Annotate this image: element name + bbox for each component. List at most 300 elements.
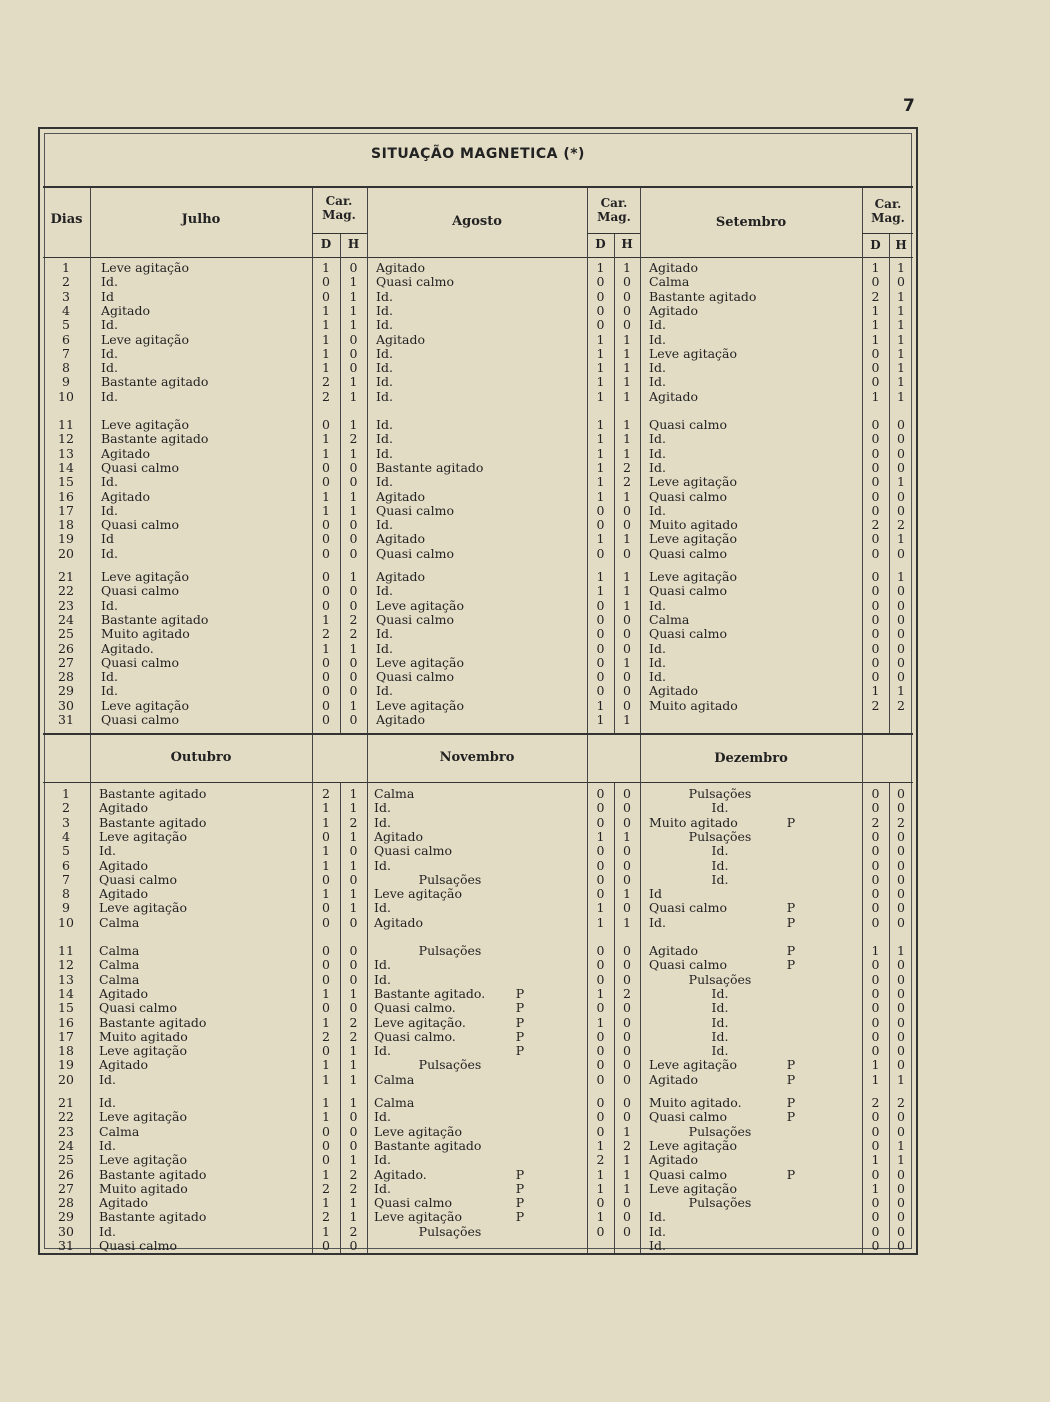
novembro-pulse: P [515, 1180, 525, 1196]
dezembro-d: 0 [871, 1028, 880, 1044]
julho-status: Id. [101, 345, 118, 361]
dezembro-status: Muito agitado. [649, 1095, 742, 1110]
novembro-d: 1 [596, 1180, 605, 1196]
novembro-h: 0 [623, 1223, 631, 1239]
dezembro-status: Pulsações [688, 786, 752, 801]
outubro-h: 1 [349, 800, 358, 816]
dezembro-d: 1 [871, 1152, 880, 1168]
novembro-pulse: P [515, 1166, 525, 1182]
novembro-status: Agitado. [374, 1166, 427, 1182]
agosto-status: Agitado [376, 260, 426, 275]
agosto-d: 1 [596, 583, 605, 599]
outubro-status: Id. [99, 1095, 116, 1110]
setembro-d: 0 [871, 640, 880, 656]
dezembro-status: Pulsações [688, 1123, 752, 1139]
col-divider [90, 735, 91, 1253]
julho-h: 0 [349, 654, 358, 670]
day-number: 23 [58, 1123, 74, 1139]
outubro-h: 1 [349, 886, 358, 902]
dezembro-h: 1 [897, 1137, 905, 1153]
julho-status: Id. [101, 597, 118, 613]
agosto-h: 0 [623, 502, 631, 518]
agosto-d: 0 [596, 626, 605, 642]
setembro-d: 0 [871, 345, 880, 361]
outubro-status: Calma [99, 957, 140, 973]
dezembro-h: 0 [897, 1195, 905, 1211]
setembro-h: 0 [897, 545, 905, 561]
setembro-h: 0 [897, 654, 905, 670]
dezembro-status: Id. [649, 914, 666, 930]
agosto-status: Agitado [376, 569, 426, 584]
setembro-status: Id. [649, 640, 666, 656]
header-car-mag: Car. Mag. [322, 194, 356, 222]
setembro-d: 0 [871, 488, 880, 504]
agosto-status: Quasi calmo [376, 274, 454, 290]
day-number: 17 [58, 1028, 74, 1044]
outubro-h: 2 [349, 1180, 358, 1196]
dezembro-d: 0 [871, 828, 880, 844]
agosto-status: Id. [376, 431, 393, 447]
setembro-h: 1 [897, 302, 905, 318]
novembro-h: 0 [623, 871, 631, 887]
day-number: 30 [58, 1223, 74, 1239]
day-number: 30 [58, 697, 74, 713]
setembro-d: 0 [871, 569, 880, 584]
day-number: 24 [58, 611, 74, 627]
dezembro-pulse: P [786, 1109, 796, 1125]
novembro-d: 0 [596, 800, 605, 816]
novembro-h: 0 [623, 843, 631, 859]
agosto-status: Id. [376, 345, 393, 361]
julho-d: 1 [322, 360, 330, 376]
novembro-h: 0 [623, 1014, 631, 1030]
dezembro-h: 0 [897, 1057, 905, 1073]
agosto-h: 1 [623, 431, 631, 447]
dezembro-d: 1 [871, 943, 880, 958]
setembro-status: Leve agitação [649, 531, 738, 547]
day-number: 19 [58, 531, 74, 547]
outubro-status: Leve agitação [99, 1043, 188, 1059]
header-month: Dezembro [714, 751, 788, 766]
setembro-d: 2 [871, 697, 880, 713]
agosto-h: 1 [623, 374, 631, 390]
outubro-h: 2 [349, 814, 358, 830]
header-d: D [870, 238, 881, 252]
novembro-d: 0 [596, 1057, 605, 1073]
day-number: 26 [58, 640, 74, 656]
day-number: 26 [58, 1166, 74, 1182]
novembro-status: Quasi calmo. [374, 1000, 456, 1016]
novembro-status: Pulsações [418, 871, 482, 887]
dezembro-d: 1 [871, 1057, 880, 1073]
dezembro-d: 0 [871, 786, 880, 801]
dezembro-status: Id. [711, 985, 729, 1001]
novembro-d: 1 [596, 914, 605, 930]
setembro-d: 0 [871, 360, 880, 376]
agosto-h: 0 [623, 697, 631, 713]
dezembro-h: 0 [897, 900, 905, 916]
outubro-d: 0 [322, 943, 330, 958]
outubro-d: 1 [322, 800, 330, 816]
julho-status: Bastante agitado [101, 611, 209, 627]
novembro-d: 0 [596, 957, 605, 973]
dezembro-d: 0 [871, 971, 880, 987]
day-number: 11 [58, 943, 74, 958]
novembro-h: 0 [623, 1095, 631, 1110]
julho-h: 1 [349, 697, 358, 713]
dezembro-d: 1 [871, 1180, 880, 1196]
agosto-status: Quasi calmo [376, 669, 454, 685]
agosto-status: Id. [376, 626, 393, 642]
julho-status: Quasi calmo [101, 654, 179, 670]
dezembro-h: 0 [897, 1043, 905, 1059]
col-divider [312, 188, 313, 733]
agosto-status: Leve agitação [376, 597, 465, 613]
dezembro-status: Id. [711, 1043, 729, 1059]
outubro-status: Calma [99, 943, 140, 958]
novembro-d: 1 [596, 1209, 605, 1225]
outubro-h: 2 [349, 1223, 358, 1239]
dezembro-h: 0 [897, 871, 905, 887]
dezembro-h: 1 [897, 943, 905, 958]
day-number: 22 [58, 583, 74, 599]
dezembro-status: Muito agitado [649, 814, 738, 830]
agosto-h: 0 [623, 669, 631, 685]
dh-rule [862, 233, 913, 234]
julho-d: 1 [322, 488, 330, 504]
setembro-status: Id. [649, 374, 666, 390]
agosto-d: 1 [596, 431, 605, 447]
dezembro-d: 0 [871, 1209, 880, 1225]
page-number: 7 [903, 96, 915, 116]
julho-status: Leve agitação [101, 417, 190, 432]
novembro-h: 0 [623, 900, 631, 916]
agosto-h: 0 [623, 683, 631, 699]
day-number: 15 [58, 1000, 74, 1016]
dezembro-h: 0 [897, 1180, 905, 1196]
dezembro-status: Pulsações [688, 828, 752, 844]
day-number: 12 [58, 957, 74, 973]
dezembro-status: Quasi calmo [649, 900, 727, 916]
outubro-d: 0 [322, 1238, 330, 1253]
outubro-h: 0 [349, 843, 358, 859]
julho-d: 0 [322, 654, 330, 670]
day-number: 28 [58, 1195, 74, 1211]
outubro-h: 0 [349, 1123, 358, 1139]
dezembro-h: 0 [897, 800, 905, 816]
outubro-h: 2 [349, 1028, 358, 1044]
novembro-d: 0 [596, 1223, 605, 1239]
agosto-d: 0 [596, 302, 605, 318]
novembro-h: 1 [623, 1166, 631, 1182]
outubro-status: Agitado [99, 857, 149, 873]
outubro-d: 1 [322, 843, 330, 859]
novembro-status: Id. [374, 1152, 391, 1168]
agosto-h: 0 [623, 302, 631, 318]
dezembro-d: 0 [871, 1223, 880, 1239]
setembro-status: Id. [649, 459, 666, 475]
outubro-d: 2 [322, 1209, 330, 1225]
agosto-d: 1 [596, 697, 605, 713]
julho-status: Id. [101, 502, 118, 518]
outubro-d: 0 [322, 828, 330, 844]
julho-d: 1 [322, 331, 330, 347]
setembro-d: 0 [871, 654, 880, 670]
dezembro-status: Id. [711, 1028, 729, 1044]
dezembro-d: 0 [871, 843, 880, 859]
julho-d: 0 [322, 583, 330, 599]
julho-status: Id. [101, 274, 118, 290]
section-divider [43, 733, 913, 735]
header-month: Julho [181, 212, 221, 227]
novembro-status: Quasi calmo [374, 843, 452, 859]
setembro-d: 2 [871, 288, 880, 304]
setembro-status: Id. [649, 331, 666, 347]
julho-h: 1 [349, 288, 358, 304]
outubro-d: 1 [322, 886, 330, 902]
dezembro-d: 0 [871, 800, 880, 816]
julho-h: 0 [349, 683, 358, 699]
outubro-h: 0 [349, 1000, 358, 1016]
agosto-d: 0 [596, 654, 605, 670]
novembro-h: 0 [623, 786, 631, 801]
dezembro-status: Agitado [649, 1152, 699, 1168]
agosto-h: 1 [623, 488, 631, 504]
julho-h: 2 [349, 611, 358, 627]
dezembro-status: Leve agitação [649, 1137, 738, 1153]
julho-h: 0 [349, 474, 358, 490]
setembro-status: Quasi calmo [649, 417, 727, 432]
setembro-h: 1 [897, 317, 905, 333]
day-number: 4 [62, 828, 70, 844]
novembro-status: Id. [374, 814, 391, 830]
dezembro-h: 0 [897, 1028, 905, 1044]
setembro-status: Agitado [649, 260, 699, 275]
julho-d: 0 [322, 459, 330, 475]
dezembro-h: 0 [897, 1109, 905, 1125]
agosto-h: 1 [623, 531, 631, 547]
setembro-h: 0 [897, 459, 905, 475]
setembro-h: 0 [897, 445, 905, 461]
outubro-status: Calma [99, 914, 140, 930]
agosto-d: 0 [596, 640, 605, 656]
outubro-status: Quasi calmo [99, 1000, 177, 1016]
outubro-h: 2 [349, 1014, 358, 1030]
dezembro-status: Agitado [649, 943, 699, 958]
day-number: 13 [58, 971, 74, 987]
novembro-h: 1 [623, 1180, 631, 1196]
agosto-status: Id. [376, 517, 393, 533]
header-d: D [320, 237, 332, 251]
agosto-h: 1 [623, 445, 631, 461]
novembro-h: 1 [623, 886, 631, 902]
julho-d: 0 [322, 474, 330, 490]
agosto-h: 1 [623, 569, 631, 584]
dezembro-pulse: P [786, 900, 796, 916]
agosto-status: Id. [376, 360, 393, 376]
setembro-d: 1 [871, 331, 880, 347]
novembro-d: 0 [596, 1195, 605, 1211]
agosto-h: 2 [623, 474, 631, 490]
setembro-d: 1 [871, 317, 880, 333]
dezembro-d: 2 [871, 1095, 880, 1110]
dezembro-status: Id [649, 886, 662, 902]
setembro-status: Id. [649, 597, 666, 613]
novembro-d: 0 [596, 971, 605, 987]
dezembro-d: 0 [871, 1014, 880, 1030]
julho-d: 0 [322, 545, 330, 561]
agosto-d: 1 [596, 474, 605, 490]
outubro-d: 1 [322, 1071, 330, 1087]
outubro-h: 1 [349, 1071, 358, 1087]
setembro-status: Leve agitação [649, 569, 738, 584]
julho-h: 1 [349, 417, 358, 432]
novembro-pulse: P [515, 1000, 525, 1016]
novembro-status: Agitado [374, 828, 424, 844]
setembro-d: 0 [871, 531, 880, 547]
day-number: 23 [58, 597, 74, 613]
outubro-d: 0 [322, 1000, 330, 1016]
col-divider [367, 188, 368, 733]
dezembro-pulse: P [786, 1095, 796, 1110]
julho-status: Quasi calmo [101, 712, 179, 727]
agosto-h: 0 [623, 274, 631, 290]
agosto-h: 2 [623, 459, 631, 475]
dezembro-h: 0 [897, 1123, 905, 1139]
novembro-status: Id. [374, 900, 391, 916]
julho-status: Agitado [101, 445, 151, 461]
header-rule-top [43, 257, 913, 258]
outubro-d: 2 [322, 1028, 330, 1044]
agosto-d: 1 [596, 331, 605, 347]
julho-status: Id. [101, 683, 118, 699]
novembro-h: 1 [623, 1123, 631, 1139]
julho-d: 0 [322, 597, 330, 613]
col-divider [640, 735, 641, 1253]
day-number: 29 [58, 683, 74, 699]
outubro-status: Id. [99, 1223, 116, 1239]
dezembro-status: Leve agitação [649, 1180, 738, 1196]
novembro-d: 0 [596, 1095, 605, 1110]
dezembro-status: Id. [711, 843, 729, 859]
agosto-status: Id. [376, 683, 393, 699]
novembro-d: 0 [596, 1028, 605, 1044]
day-number: 4 [62, 302, 70, 318]
outubro-status: Bastante agitado [99, 814, 207, 830]
day-number: 9 [62, 900, 70, 916]
dezembro-h: 2 [897, 1095, 905, 1110]
dezembro-h: 0 [897, 1000, 905, 1016]
outubro-h: 0 [349, 957, 358, 973]
col-divider [367, 735, 368, 1253]
julho-status: Leve agitação [101, 569, 190, 584]
agosto-status: Id. [376, 417, 393, 432]
agosto-status: Id. [376, 474, 393, 490]
dezembro-status: Id. [649, 1238, 666, 1253]
novembro-pulse: P [515, 1028, 525, 1044]
header-dias: Dias [50, 212, 83, 227]
dezembro-d: 0 [871, 1166, 880, 1182]
day-number: 8 [62, 886, 70, 902]
setembro-h: 1 [897, 683, 905, 699]
novembro-h: 1 [623, 1152, 631, 1168]
agosto-h: 1 [623, 583, 631, 599]
dezembro-d: 0 [871, 985, 880, 1001]
dezembro-d: 0 [871, 857, 880, 873]
day-number: 9 [62, 374, 70, 390]
julho-h: 0 [349, 597, 358, 613]
setembro-d: 0 [871, 545, 880, 561]
outubro-d: 0 [322, 1123, 330, 1139]
header-h: H [895, 238, 907, 252]
dezembro-d: 2 [871, 814, 880, 830]
setembro-d: 1 [871, 683, 880, 699]
julho-h: 0 [349, 583, 358, 599]
setembro-status: Id. [649, 669, 666, 685]
day-number: 21 [58, 1095, 74, 1110]
day-number: 3 [62, 288, 70, 304]
novembro-h: 0 [623, 857, 631, 873]
outubro-d: 0 [322, 871, 330, 887]
agosto-d: 1 [596, 345, 605, 361]
day-number: 20 [58, 1071, 74, 1087]
outubro-status: Bastante agitado [99, 1166, 207, 1182]
dezembro-h: 2 [897, 814, 905, 830]
agosto-h: 1 [623, 654, 631, 670]
dezembro-pulse: P [786, 1071, 796, 1087]
julho-h: 1 [349, 640, 358, 656]
novembro-pulse: P [515, 985, 525, 1001]
setembro-h: 1 [897, 374, 905, 390]
agosto-h: 1 [623, 360, 631, 376]
julho-h: 0 [349, 712, 358, 727]
outubro-d: 0 [322, 900, 330, 916]
outubro-h: 0 [349, 914, 358, 930]
agosto-status: Bastante agitado [376, 459, 484, 475]
col-divider [90, 188, 91, 733]
dezembro-d: 0 [871, 1195, 880, 1211]
julho-d: 0 [322, 417, 330, 432]
dezembro-h: 0 [897, 1238, 905, 1253]
dezembro-status: Id. [711, 871, 729, 887]
outubro-h: 2 [349, 1166, 358, 1182]
agosto-d: 0 [596, 517, 605, 533]
novembro-h: 1 [623, 828, 631, 844]
dezembro-h: 0 [897, 971, 905, 987]
dezembro-status: Id. [711, 800, 729, 816]
outubro-status: Muito agitado [99, 1180, 188, 1196]
julho-h: 2 [349, 626, 358, 642]
outubro-status: Agitado [99, 985, 149, 1001]
julho-h: 1 [349, 274, 358, 290]
dezembro-status: Id. [649, 1209, 666, 1225]
julho-status: Leve agitação [101, 697, 190, 713]
julho-d: 2 [322, 388, 330, 404]
setembro-status: Quasi calmo [649, 626, 727, 642]
novembro-h: 2 [623, 1137, 631, 1153]
setembro-d: 0 [871, 502, 880, 518]
novembro-status: Calma [374, 1071, 415, 1087]
novembro-d: 1 [596, 1014, 605, 1030]
dezembro-pulse: P [786, 1166, 796, 1182]
setembro-d: 0 [871, 597, 880, 613]
agosto-status: Quasi calmo [376, 545, 454, 561]
agosto-d: 1 [596, 531, 605, 547]
agosto-h: 0 [623, 288, 631, 304]
setembro-status: Muito agitado [649, 697, 738, 713]
novembro-d: 0 [596, 786, 605, 801]
setembro-d: 0 [871, 417, 880, 432]
